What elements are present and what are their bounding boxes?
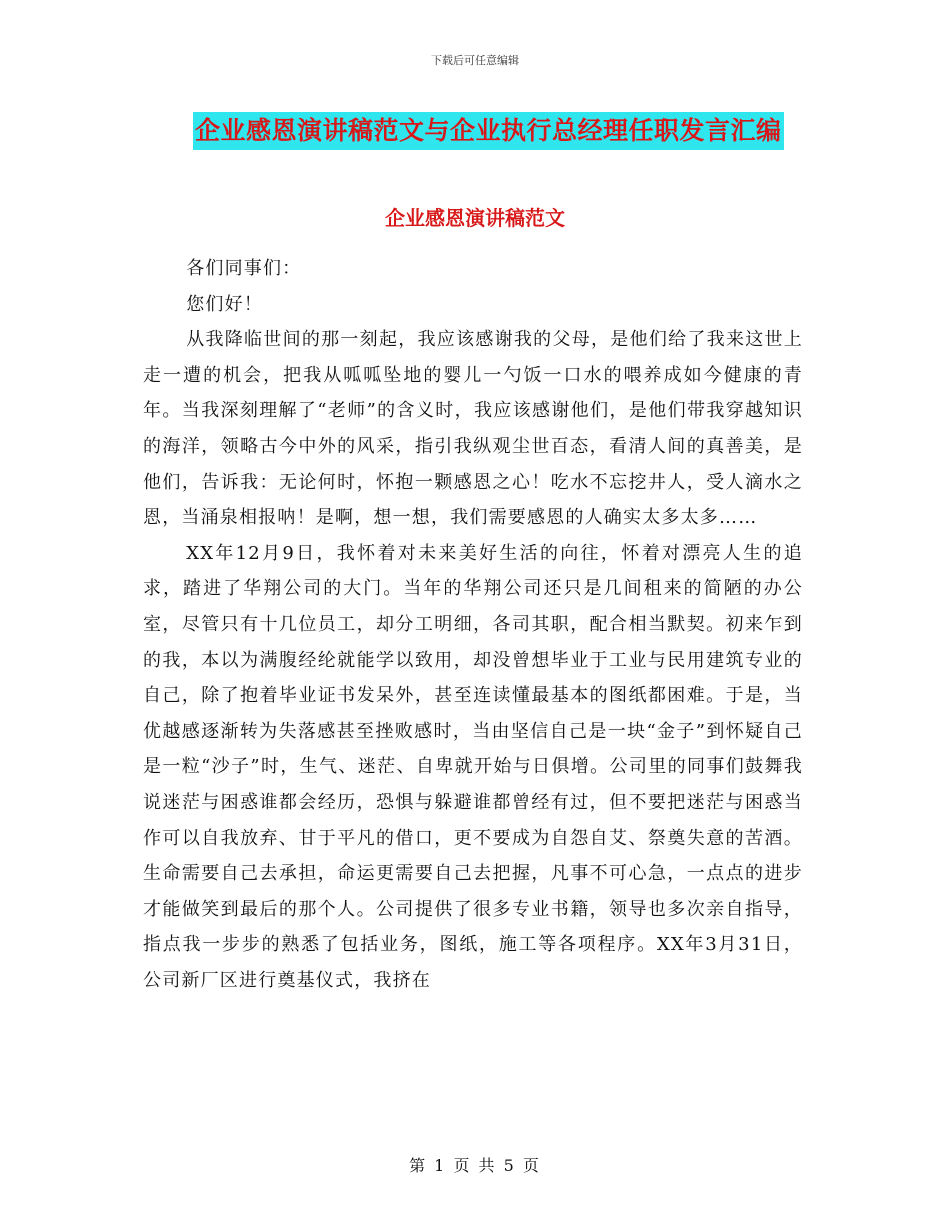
- salutation: 各们同事们：: [186, 258, 302, 279]
- header-note: 下载后可任意编辑: [431, 54, 519, 67]
- paragraph: XX年12月9日，我怀着对未来美好生活的向往，怀着对漂亮人生的追求，踏进了华翔公司的大门。当年的华翔公司还只是几间租来的简陋的办公室，尽管只有十几位员工，却分工明细，各司其职，配合相当默契。初来乍到的我，本以为满腹经纶就能学以致用，却没曾想毕业于工业与民用建筑专业的自己，除了抱着毕业证书发呆外，甚至连读懂最基本的图纸都困难。于是，当优越感逐渐转为失落感甚至挫败感时，当由坚信自己是一块“金子”到怀疑自己是一粒“沙子”时，生气、迷茫、自卑就开始与日俱增。公司里的同事们鼓舞我说迷茫与困惑谁都会经历，恐惧与躲避谁都曾经有过，但不要把迷茫与困惑当作可以自我放弃、甘于平凡的借口，更不要成为自怨自艾、祭奠失意的苦酒。生命需要自己去承担，命运更需要自己去把握，凡事不可心急，一点点的进步才能做笑到最后的那个人。公司提供了很多专业书籍，领导也多次亲自指导，指点我一步步的熟悉了包括业务，图纸，施工等各项程序。XX年3月31日，公司新厂区进行奠基仪式，我挤在: [143, 542, 803, 991]
- paragraph: 从我降临世间的那一刻起，我应该感谢我的父母，是他们给了我来这世上走一遭的机会，把我从呱呱坠地的婴儿一勺饭一口水的喂养成如今健康的青年。当我深刻理解了“老师”的含义时，我应该感谢他们，是他们带我穿越知识的海洋，领略古今中外的风采，指引我纵观尘世百态，看清人间的真善美，是他们，告诉我：无论何时，怀抱一颗感恩之心！吃水不忘挖井人，受人滴水之恩，当涌泉相报呐！是啊，想一想，我们需要感恩的人确实太多太多……: [143, 329, 803, 529]
- document-title: 企业感恩演讲稿范文与企业执行总经理任职发言汇编: [193, 112, 784, 150]
- page-footer: 第 1 页 共 5 页: [409, 1156, 541, 1175]
- greeting: 您们好！: [186, 293, 263, 315]
- body-text: [143, 251, 803, 998]
- section-title: 企业感恩演讲稿范文: [385, 206, 565, 230]
